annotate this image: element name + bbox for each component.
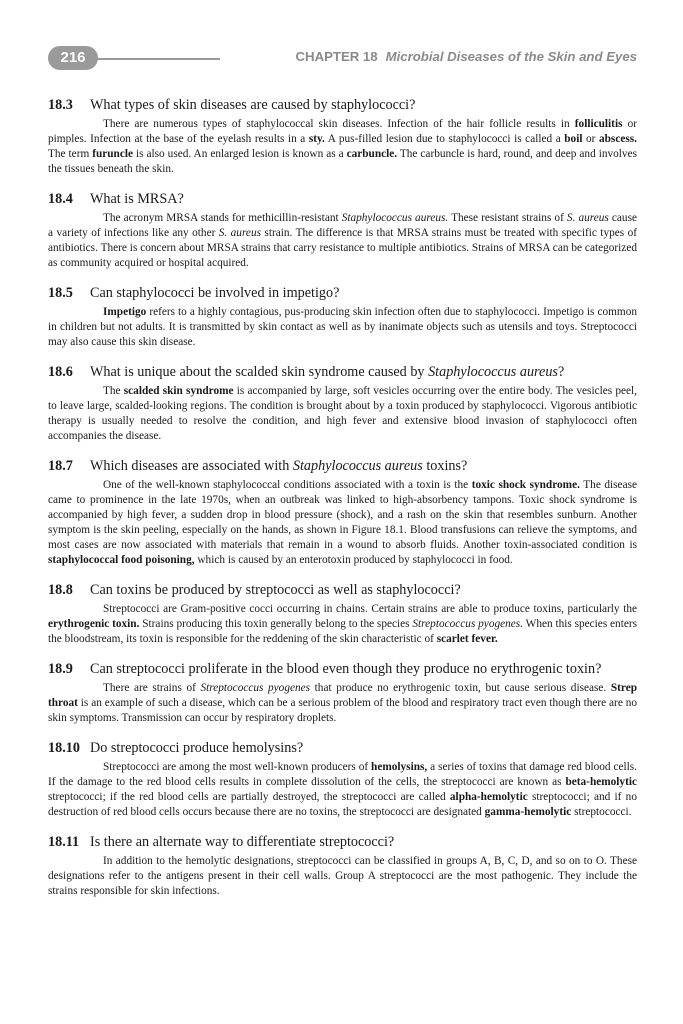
italic-term: Streptococcus pyogenes. bbox=[412, 618, 524, 630]
answer-paragraph bbox=[48, 760, 637, 820]
question bbox=[48, 363, 637, 381]
text-run: The bbox=[103, 385, 124, 397]
question-number: 18.11 bbox=[48, 834, 80, 850]
question-number: 18.9 bbox=[48, 661, 73, 677]
text-run: that produce no erythrogenic toxin, but cause serious disease. bbox=[310, 682, 611, 694]
bold-term: boil bbox=[564, 133, 583, 145]
page-number-badge: 216 bbox=[48, 46, 98, 70]
bold-term: scalded skin syndrome bbox=[123, 385, 234, 397]
question-number: 18.3 bbox=[48, 97, 73, 113]
text-run: There are numerous types of staphylococcal skin diseases. Infection of the hair follicle results in bbox=[103, 118, 575, 130]
text-run: Streptococci are Gram-positive cocci occurring in chains. Certain strains are able to produce toxins, particularly the bbox=[103, 603, 637, 615]
chapter-title: Microbial Diseases of the Skin and Eyes bbox=[385, 49, 637, 64]
question-number: 18.4 bbox=[48, 191, 73, 207]
text-run: A pus-filled lesion due to staphylococci is called a bbox=[324, 133, 565, 145]
bold-term: gamma-hemolytic bbox=[484, 806, 572, 818]
question-text bbox=[90, 363, 564, 381]
question-text bbox=[90, 457, 467, 475]
question bbox=[48, 96, 637, 114]
text-run: The term bbox=[48, 148, 93, 160]
text-run: or bbox=[582, 133, 599, 145]
qa-section bbox=[48, 190, 637, 271]
text-run: streptococci; if the red blood cells are partially destroyed, the streptococci are called bbox=[48, 791, 450, 803]
question-number: 18.10 bbox=[48, 740, 80, 756]
text-run: or pimples. Infection at the base of the eyelash results in a bbox=[48, 118, 637, 145]
text-run: which is caused by an enterotoxin produced by staphylococci in food. bbox=[194, 554, 513, 566]
bold-term: alpha-hemolytic bbox=[449, 791, 528, 803]
text-run: strain. The difference is that MRSA strains must be treated with specific types of antibiotics. There is concern about MRSA strains that carry resistance to multiple antibiotics. Strains of MRSA can be categorized as community acquired or hospital acquired. bbox=[48, 227, 637, 269]
italic-term: Staphylococcus aureus. bbox=[341, 212, 449, 224]
question bbox=[48, 457, 637, 475]
bold-term: carbuncle. bbox=[346, 148, 398, 160]
qa-section bbox=[48, 581, 637, 647]
text-run: These resistant strains of bbox=[448, 212, 567, 224]
qa-section bbox=[48, 96, 637, 177]
question-text: Can staphylococci be involved in impetigo? bbox=[90, 285, 340, 301]
bold-term: Strep throat bbox=[48, 682, 637, 709]
answer-paragraph bbox=[48, 211, 637, 271]
text-run: Strains producing this toxin generally belong to the species bbox=[139, 618, 413, 630]
question bbox=[48, 739, 637, 757]
text-run: What is unique about the scalded skin syndrome caused by bbox=[90, 364, 429, 380]
header-rule bbox=[96, 58, 220, 60]
italic-term: S. aureus bbox=[218, 227, 261, 239]
text-run: There are strains of bbox=[103, 682, 201, 694]
bold-term: abscess. bbox=[599, 133, 637, 145]
question bbox=[48, 833, 637, 851]
answer-paragraph bbox=[48, 602, 637, 647]
qa-section bbox=[48, 363, 637, 444]
italic-term: S. aureus bbox=[566, 212, 609, 224]
text-run: The acronym MRSA stands for methicillin-resistant bbox=[103, 212, 342, 224]
question-text: Is there an alternate way to differentiate streptococci? bbox=[90, 834, 395, 850]
text-run: cause a variety of infections like any other bbox=[48, 212, 637, 239]
bold-term: toxic shock syndrome. bbox=[471, 479, 580, 491]
question-text: What types of skin diseases are caused by staphylococci? bbox=[90, 97, 416, 113]
bold-term: Impetigo bbox=[103, 306, 147, 318]
answer-paragraph bbox=[48, 854, 637, 899]
text-run: The carbuncle is hard, round, and deep and involves the tissues beneath the skin. bbox=[48, 148, 637, 175]
question bbox=[48, 190, 637, 208]
question-text: Do streptococci produce hemolysins? bbox=[90, 740, 304, 756]
text-run: Streptococci are among the most well-known producers of bbox=[103, 761, 372, 773]
question-number: 18.6 bbox=[48, 364, 73, 380]
question-text: Can toxins be produced by streptococci as well as staphylococci? bbox=[90, 582, 461, 598]
question bbox=[48, 284, 637, 302]
italic-term: Streptococcus pyogenes bbox=[200, 682, 311, 694]
text-run: In addition to the hemolytic designations, streptococci can be classified in groups A, B, C, D, and so on to O. These designations refer to the antigens present in their cell walls. Group A streptococci are the most pathogenic. They include the strains responsible for skin infections. bbox=[48, 855, 637, 897]
text-run: a series of toxins that damage red blood cells. If the damage to the red blood cells results in complete dissolution of the cells, the streptococci are known as bbox=[48, 761, 637, 788]
qa-section bbox=[48, 284, 637, 350]
bold-term: sty. bbox=[308, 133, 325, 145]
text-run: One of the well-known staphylococcal conditions associated with a toxin is the bbox=[103, 479, 472, 491]
text-run: streptococci. bbox=[571, 806, 632, 818]
question-number: 18.7 bbox=[48, 458, 73, 474]
text-run: streptococci; and if no destruction of red blood cells occurs because there are no toxins, the streptococci are designated bbox=[48, 791, 637, 818]
answer-paragraph bbox=[48, 305, 637, 350]
question-text: What is MRSA? bbox=[90, 191, 184, 207]
qa-section bbox=[48, 660, 637, 726]
text-run: is an example of such a disease, which can be a serious problem of the blood and respiratory tract even though there are no skin symptoms. Transmission can occur by respiratory droplets. bbox=[48, 697, 637, 724]
bold-term: erythrogenic toxin. bbox=[48, 618, 140, 630]
question-text: Can streptococci proliferate in the blood even though they produce no erythrogenic toxin? bbox=[90, 661, 602, 677]
bold-term: folliculitis bbox=[574, 118, 623, 130]
answer-paragraph bbox=[48, 117, 637, 177]
text-run: is accompanied by large, soft vesicles occurring over the entire body. The vesicles peel, to leave large, scalded-looking regions. The condition is brought about by a toxin produced by staphylococci. Vigorous antibiotic therapy is usually needed to resolve the condition, and high fever and extensive blood invasion of staphylococci often accompanies the disease. bbox=[48, 385, 637, 442]
text-run: Which diseases are associated with bbox=[90, 458, 293, 474]
question-number: 18.5 bbox=[48, 285, 73, 301]
text-run: The disease came to prominence in the late 1970s, when an outbreak was linked to high-absorbency tampons. Toxic shock syndrome is accompanied by high fever, a sudden drop in blood pressure (shock), and a rash on the skin that resembles sunburn. Another symptom is the skin peeling, especially on the hands, as shown in Figure 18.1. Blood transfusions can relieve the symptoms, and most cases are now associated with materials that remain in a wound to absorb fluids. Another toxin-associated condition is bbox=[48, 479, 637, 551]
qa-section bbox=[48, 457, 637, 568]
italic-term: Staphylococcus aureus bbox=[292, 458, 423, 474]
bold-term: scarlet fever. bbox=[436, 633, 498, 645]
bold-term: hemolysins, bbox=[371, 761, 428, 773]
page-header bbox=[48, 46, 640, 72]
qa-section bbox=[48, 739, 637, 820]
bold-term: beta-hemolytic bbox=[565, 776, 637, 788]
text-run: refers to a highly contagious, pus-producing skin infection often due to staphylococci. Impetigo is common in children but not adults. It is transmitted by skin contact as well as by inanimate objects such as utensils and toys. Streptococci may also cause this skin disease. bbox=[48, 306, 637, 348]
chapter-label: CHAPTER 18 bbox=[295, 49, 378, 64]
text-run: When this species enters the bloodstream, its toxin is responsible for the reddening of the skin characteristic of bbox=[48, 618, 638, 645]
answer-paragraph bbox=[48, 384, 637, 444]
answer-paragraph bbox=[48, 478, 637, 568]
question bbox=[48, 660, 637, 678]
question bbox=[48, 581, 637, 599]
text-run: is also used. An enlarged lesion is known as a bbox=[133, 148, 347, 160]
running-head bbox=[296, 49, 637, 64]
qa-section bbox=[48, 833, 637, 899]
question-number: 18.8 bbox=[48, 582, 73, 598]
answer-paragraph bbox=[48, 681, 637, 726]
bold-term: staphylococcal food poisoning, bbox=[48, 554, 195, 566]
text-run: ? bbox=[557, 364, 565, 380]
text-run: toxins? bbox=[422, 458, 468, 474]
italic-term: Staphylococcus aureus bbox=[428, 364, 558, 380]
bold-term: furuncle bbox=[92, 148, 134, 160]
page-body bbox=[48, 96, 637, 912]
